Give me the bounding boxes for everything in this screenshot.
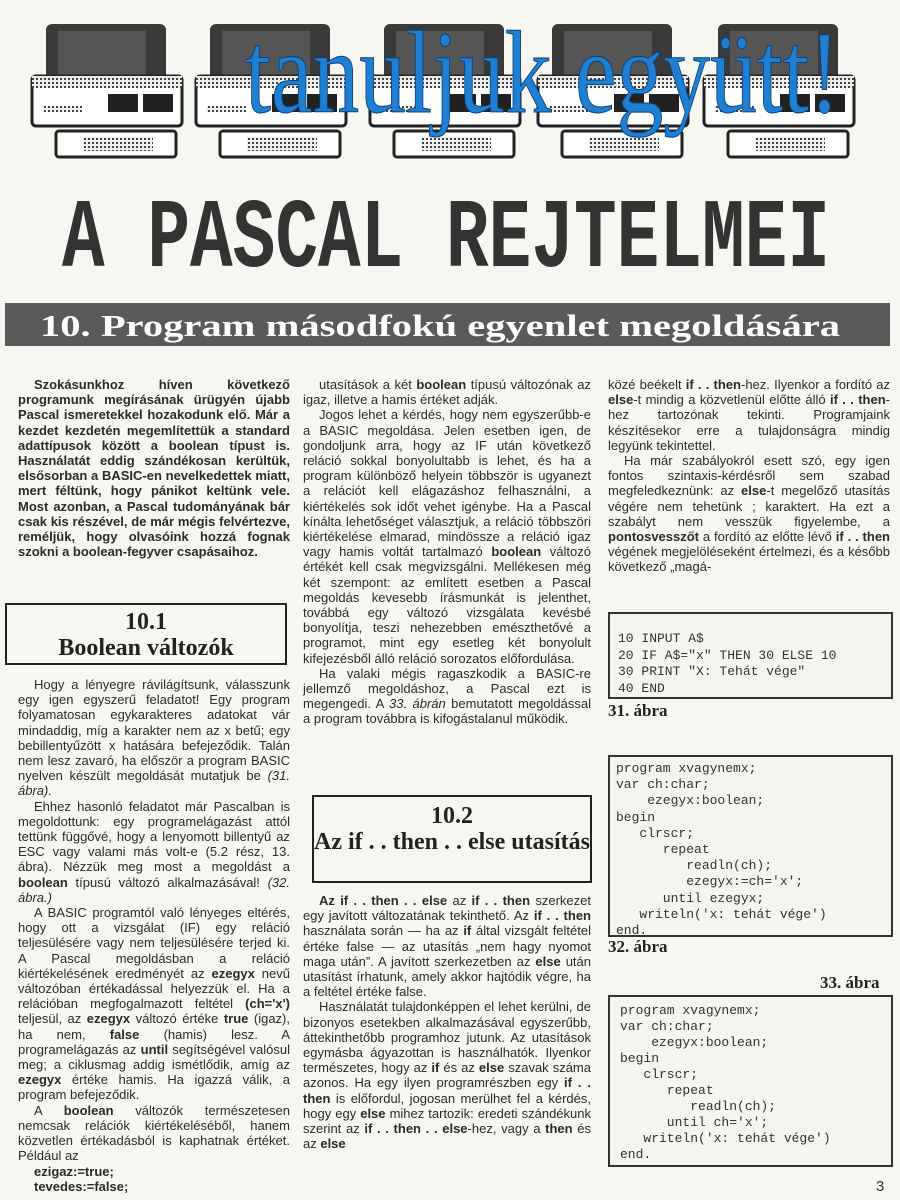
text-run: Ehhez hasonló feladatot már Pascalban is megoldottunk: egy programelágazást attól tettünk függővé, hogy a lenyomott billentyű az ESC vagy valami más volt-e (5.2 rész, 13. ábra). Nézzük meg most a megoldást a [18,798,290,875]
text-run: -t mindig a közvetlenül előtte álló [633,392,830,408]
paragraph [18,677,290,799]
chapter-title: 10. Program másodfokú egyenlet megoldására [40,308,841,343]
section-number: 10.2 [431,803,473,829]
code-line: clrscr; [620,1067,699,1082]
text-run: A [34,1102,64,1118]
text-run: Szokásunkhoz híven következő programunk megírásának ürügyén újabb Pascal ismeretekkel hozakodunk elő. Már a kezdet kezdetén megemlítettük a standard adattípusok között a boolean típust is. Használatát eddig szándékosan kerültük, elsősorban a BASIC-en nevelkedettek miatt, mert féltünk, hogy pánikot keltünk vele. Most azonban, a Pascal tudományának bár csak kis részével, de már mégis felvértezve, reméljük, hogy olvasóink hozzá fognak szokni a boolean-fegyver csapásaihoz. [18,377,290,560]
code-line: var ch:char; [620,1019,714,1034]
code-line: end. [620,1147,652,1162]
bold-text: true [223,1011,249,1027]
paragraph [303,377,591,407]
section-heading-10-2 [312,795,592,883]
text-run: Hogy a lényegre rávilágítsunk, válasszunk egy igen egyszerű feladatot! Egy program folyamatosan egykarakteres adatokat vár mindaddig, míg a karakter nem az x betű; egy bebillentyűzött x hatására befejeződik. Talán nem lesz zavaró, ha először a program BASIC nyelven készült megoldását mutatjuk be [18,677,290,784]
bold-text: boolean [416,377,467,392]
text-run: típusú változónak az igaz, illetve a hamis értéket adják. [303,377,591,408]
code-line: program xvagynemx; [620,1003,761,1018]
bold-text: else [360,1105,386,1121]
code-line: 10 INPUT A$ [618,631,704,646]
bold-text: else [535,953,561,969]
column-2 [303,377,591,727]
text-run: végének megjelöléseként értelmezi, és a később következő „magá- [608,544,890,575]
text-run: Ha valaki mégis ragaszkodik a BASIC-re jellemző megoldáshoz, a Pascal ezt is megengedi. A [303,665,591,712]
bold-text: else [741,483,767,499]
text-run: szerkezet egy javított változatának tekinthető. Az [303,893,591,924]
code-line: ezegyx:=ch='x'; [616,874,804,890]
bold-text: false [109,1026,140,1042]
bold-text: if . . then [829,392,886,408]
bold-text: else [320,1136,346,1152]
text-run: Használatát tulajdonképpen el lehet kerülni, de bizonyos esetekben alkalmazásával egyszerűbb, áttekinthetőbb programhoz jutunk. Az utasítások egymásba ágyazottan is használhatók. Ilyenkor természetes, hogy az [303,999,591,1076]
code-line: var ch:char; [616,777,710,793]
italic-text: 33. ábrán [389,696,446,712]
paragraph [303,407,591,665]
code-line: until ezegyx; [616,890,765,906]
paragraph [303,666,591,727]
column-3 [608,377,890,575]
paragraph [18,905,290,1103]
text-run: szavak száma azonos. Ha egy ilyen programrészben egy [303,1060,591,1091]
bold-text: boolean [491,544,542,560]
figure-31-caption: 31. ábra [608,701,668,720]
text-run: (igaz), ha nem, [18,1011,290,1042]
paragraph [18,1103,290,1164]
section-heading-10-1 [5,603,287,665]
bold-text: else [608,392,634,408]
bold-text: if [463,923,472,939]
text-run: típusú változó alkalmazásával! [67,874,268,890]
code-line [18,1164,290,1179]
figure-32-caption: 32. ábra [608,937,668,956]
text-run: teljesül, az [18,1011,87,1027]
bold-text: pontosvesszőt [608,529,700,545]
text-run: is előfordul, jogosan merülhet fel a kérdés, hogy egy [303,1090,591,1121]
text-run: használata során — ha az [303,923,464,939]
code-line [18,1179,290,1194]
paragraph [608,377,890,453]
figure-31-basic-listing [608,612,893,699]
section-10-2-body [303,893,591,1151]
code-line: 20 IF A$="x" THEN 30 ELSE 10 [618,647,837,663]
paragraph [303,893,591,999]
figure-33-pascal-listing [608,995,893,1167]
text-run: mihez tartozik: eredeti szándékunk szerint az [303,1105,591,1137]
text-run: értéke hamis. Ha igazzá válik, a program befejeződik. [18,1072,290,1103]
text-run: által vizsgált feltétel értéke false — az utasítás „nem hagy nyomot maga után”. A javított szerkezetben az [303,923,591,969]
text-run: után utasítást írhatunk, amely akkor hajtódik végre, ha a feltétel értéke false. [303,953,591,1000]
text-run: segítségével valósul meg; a ciklusmag addig ismétlődik, amíg az [18,1041,290,1073]
section-title: Boolean változók [58,635,234,661]
text-run: tevedes:=false; [34,1178,129,1194]
code-line: 40 END [618,680,665,696]
bold-text: Az if . . then . . else [319,893,448,908]
section-10-1-body [18,677,290,1194]
code-line: writeln('x: tehát vége') [620,1131,831,1146]
code-line: program xvagynemx; [616,761,757,776]
code-line: readln(ch); [616,858,773,874]
text-run: közé beékelt [608,377,686,392]
code-line: readln(ch); [620,1099,777,1114]
text-run: -hez. Ilyenkor a fordító az [740,377,890,392]
text-run: bemutatott megoldással a program továbbra is kifogástalanul működik. [303,696,592,727]
code-line: 30 PRINT "X: Tehát vége" [618,664,806,679]
text-run: A BASIC programtól való lényeges eltérés, hogy ott a vizsgálat (IF) egy reláció teljesülésére vagy nem teljesülésére terjed ki. A Pascal megoldásban a reláció kiértékelésének eredményét az [18,905,290,981]
section-title: Az if . . then . . else utasítás [314,829,590,855]
bold-text: if . . then [533,908,591,924]
header-artwork [0,0,900,290]
bold-text: if . . then [471,893,531,908]
bold-text: if . . then [835,529,890,545]
text-run: és az [439,1060,479,1076]
text-run: változó értékét kell csak megvizsgálni. Mellékesen még két szempont: az említett esetben a Pascal megoldás kevesebb írásmunkát is jelenthet, továbbá egy változó vizsgálata kevésbé bonyolítja, teszi nehezebben emészthetővé a programot, mint egy esetleg két bonyolult kifejezésből álló reláció sorozatos előfordulása. [303,544,591,666]
text-run: az [447,893,472,908]
computer-illustration [32,24,182,157]
text-run: ezigaz:=true; [34,1163,114,1179]
text-run: Ha már szabályokról esett szó, egy igen fontos szintaxis-kérdésről sem szabad megfeledkeznünk: az [608,453,890,499]
text-run: nevű változóban értékadással helyezzük el. Ha a relációban megfogalmazott feltétel [18,965,290,1012]
code-line: end. [616,923,648,939]
bold-text: ezegyx [211,965,255,981]
bold-text: if . . then [685,377,741,392]
code-line: writeln('x: tehát vége') [616,906,827,922]
text-run: -hez tartozónak tekinti. Programjaink készítésekor erre a tulajdonságra mindig legyünk tekintettel. [608,392,890,453]
text-run: utasítások a két [319,377,417,392]
column-title: A PASCAL REJTELMEI [62,185,830,290]
paragraph [303,999,591,1151]
bold-text: if [431,1060,440,1076]
paragraph [18,799,290,905]
text-run: -t megelőző utasítás végére nem tehetünk ; karaktert. Ha ezt a szabályt nem vesszük figyelembe, a [608,483,890,529]
bold-text: ezegyx [18,1072,62,1088]
chapter-banner [5,303,890,346]
page-number: 3 [876,1178,885,1195]
code-line: ezegyx:boolean; [616,793,765,809]
text-run: változó értéke [130,1011,224,1027]
code-line: repeat [620,1083,714,1098]
italic-text: (31. ábra). [18,768,290,799]
bold-text: else [478,1060,505,1076]
bold-text: if . . then [303,1075,592,1106]
bold-text: if . . then . . else [364,1121,468,1137]
text-run: változók természetesen nemcsak relációk kiértékeléséből, hanem közvetlen értékadásból is kaphatnak értéket. Például az [18,1102,290,1164]
intro-paragraph [18,377,290,559]
text-run: (hamis) lesz. A programelágazás az [18,1026,290,1057]
code-line: repeat [616,842,710,858]
figure-32-pascal-listing [608,755,893,937]
figure-33-caption: 33. ábra [820,973,880,992]
text-run: és az [303,1121,591,1152]
code-line: clrscr; [616,825,695,841]
bold-text: boolean [63,1102,114,1118]
paragraph [608,453,890,575]
bold-text: ezegyx [86,1011,131,1027]
text-run: -hez, vagy a [467,1121,546,1137]
code-line: until ch='x'; [620,1115,769,1130]
code-line: begin [620,1051,660,1066]
bold-text: then [545,1121,573,1137]
series-title: tanuljuk együtt! [245,7,840,138]
text-run: Jogos lehet a kérdés, hogy nem egyszerűbb-e a BASIC megoldása. Jelen esetben igen, de gondoljunk arra, hogy az IF után következő reláció sokkal bonyolultabb is lehet, és ha a program különböző helyein többször is ugyanezt a relációt kell elágazáshoz felhasználni, a kiértékelés sok időt vehet igénybe. Ha a Pascal kínálta lehetőséget választjuk, a reláció többszöri kiértékelése elmarad, mindössze a reláció igaz vagy hamis voltát tartalmazó [303,407,591,560]
code-line: begin [616,809,656,825]
text-run: a fordító az előtte lévő [699,529,836,545]
section-number: 10.1 [125,609,167,635]
code-line: ezegyx:boolean; [620,1035,769,1050]
italic-text: (32. ábra.) [18,874,290,905]
bold-text: (ch='x') [245,996,290,1012]
bold-text: boolean [18,874,68,890]
bold-text: until [140,1041,169,1057]
paragraph [18,377,290,559]
